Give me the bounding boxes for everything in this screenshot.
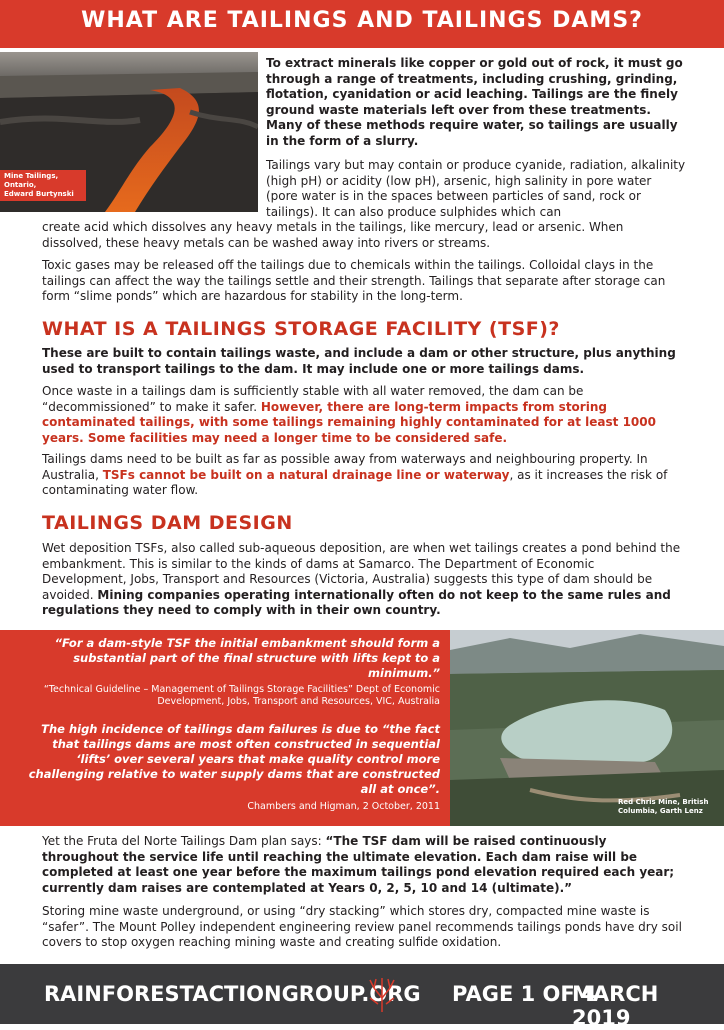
issue-date: MARCH 2019 xyxy=(572,982,659,1030)
photo-caption: Red Chris Mine, British Columbia, Garth Lenz xyxy=(618,798,709,815)
quote-1-source: “Technical Guideline – Management of Tailings Storage Facilities” Dept of Economic Development, Jobs, Transport and Resources, VIC, Australia xyxy=(43,684,440,707)
website-link[interactable]: RAINFORESTACTIONGROUP.ORG xyxy=(44,982,421,1006)
quote-box xyxy=(0,630,450,826)
red-chris-mine-photo xyxy=(450,630,724,826)
design-paragraph: Wet deposition TSFs, also called sub-aqueous deposition, are when wet tailings creates a pond behind the embankment. This is similar to the kinds of dams at Samarco. The Department of Economic Development, Jobs, Transport and Resources (Victoria, Australia) suggests this type of dam should be avoided. Mining companies operating internationally often do not keep to the same rules and regulations they need to comply with in their own country. xyxy=(42,541,681,617)
page-title: WHAT ARE TAILINGS AND TAILINGS DAMS? xyxy=(81,8,643,33)
storage-paragraph: Storing mine waste underground, or using “dry stacking” which stores dry, compacted mine waste is “safer”. The Mount Polley independent engineering review panel recommends tailings ponds have dry soil covers to stop oxygen reaching mining waste and creating sulfide oxidation. xyxy=(42,904,682,949)
design-heading: TAILINGS DAM DESIGN xyxy=(42,512,293,534)
intro-paragraph-2b: create acid which dissolves any heavy metals in the tailings, like mercury, lead or arsenic. When dissolved, these heavy metals can be washed away into rivers or streams. xyxy=(42,220,624,250)
mine-tailings-photo xyxy=(0,52,258,212)
intro-paragraph-3: Toxic gases may be released off the tailings due to chemicals within the tailings. Colloidal clays in the tailings can affect the way the tailings settle and their strength. Tailings that separate after storage can form “slime ponds” which are hazardous for stability in the long-term. xyxy=(42,258,666,303)
page-header xyxy=(0,0,724,48)
intro-paragraph-1: To extract minerals like copper or gold out of rock, it must go through a range of treatments, including crushing, grinding, flotation, cyanidation or acid leaching. Tailings are the finely ground waste materials left over from these treatments. Many of these methods require water, so tailings are usually in the form of a slurry. xyxy=(266,56,683,148)
quote-2-source: Chambers and Higman, 2 October, 2011 xyxy=(247,801,440,812)
tsf-paragraph-1: These are built to contain tailings waste, and include a dam or other structure, plus anything used to transport tailings to the dam. It may include one or more tailings dams. xyxy=(42,346,676,376)
tsf-paragraph-2: Once waste in a tailings dam is sufficiently stable with all water removed, the dam can be “decommissioned” to make it safer. However, there are long-term impacts from storing contaminated tailings, with some tailings remaining highly contaminated for at least 1000 years. Some facilities may need a longer time to be considered safe. xyxy=(42,384,656,445)
coral-logo-icon xyxy=(362,974,402,1014)
intro-paragraph-2a: Tailings vary but may contain or produce cyanide, radiation, alkalinity (high pH) or acidity (low pH), arsenic, high salinity in pore water (pore water is in the spaces between particles of sand, rock or tailings). It can also produce sulphides which can xyxy=(266,158,686,219)
quote-2: The high incidence of tailings dam failures is due to “the fact that tailings dams are most often constructed in sequential ‘lifts’ over several years that make quality control more challenging relative to water supply dams that are constructed all at once”. xyxy=(28,722,440,796)
page-footer xyxy=(0,964,724,1030)
tsf-heading: WHAT IS A TAILINGS STORAGE FACILITY (TSF)? xyxy=(42,318,560,340)
page-number: PAGE 1 OF 4 xyxy=(452,982,597,1006)
photo-caption: Mine Tailings, Ontario, Edward Burtynski xyxy=(0,170,86,201)
fruta-paragraph: Yet the Fruta del Norte Tailings Dam plan says: “The TSF dam will be raised continuously throughout the service life until reaching the ultimate elevation. Each dam raise will be completed at least one year before the maximum tailings pond elevation required each year; currently dam raises are contemplated at Years 0, 2, 5, 10 and 14 (ultimate).” xyxy=(42,834,675,895)
tsf-paragraph-3: Tailings dams need to be built as far as possible away from waterways and neighbouring property. In Australia, TSFs cannot be built on a natural drainage line or waterway, as it increases the risk of contaminating water flow. xyxy=(42,452,668,497)
quote-1: “For a dam-style TSF the initial embankment should form a substantial part of the final structure with lifts kept to a minimum.” xyxy=(54,636,440,680)
